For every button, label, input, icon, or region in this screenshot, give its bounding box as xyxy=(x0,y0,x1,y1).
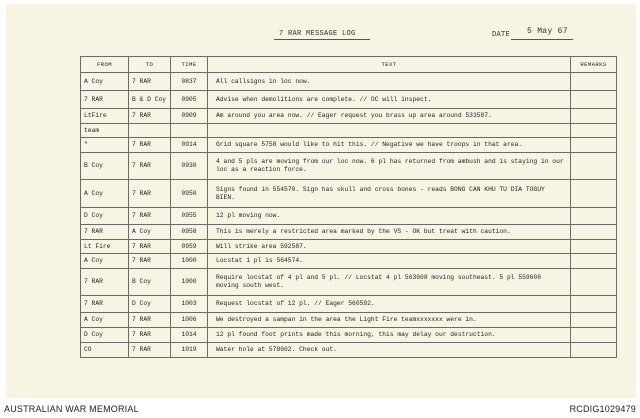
table-row xyxy=(81,91,617,109)
cell-to: 7 RAR xyxy=(129,240,171,254)
cell-time: 0950 xyxy=(171,180,208,208)
cell-text: Am around you area now. // Eager request you brass up area around 533587. xyxy=(208,109,571,124)
cell-text xyxy=(208,124,571,138)
cell-remarks xyxy=(571,240,617,254)
cell-from: D Coy xyxy=(81,208,129,225)
cell-remarks xyxy=(571,73,617,91)
cell-from: A Coy xyxy=(81,313,129,328)
cell-text: This is merely a restricted area marked by the VS - OK but treat with caution. xyxy=(208,225,571,240)
cell-remarks xyxy=(571,313,617,328)
cell-remarks xyxy=(571,138,617,153)
cell-from: team xyxy=(81,124,129,138)
cell-text: 12 pl moving now. xyxy=(208,208,571,225)
cell-text: Request locstat of 12 pl. // Eager 560592. xyxy=(208,296,571,313)
cell-from: A Coy xyxy=(81,180,129,208)
cell-text: 12 pl found foot prints made this morning, this may delay our destruction. xyxy=(208,328,571,343)
cell-text: Signs found in 554570. Sign has skull and cross bones - reads BONG CAN KHU TU DIA TOGUY BIEN. xyxy=(208,180,571,208)
table-row xyxy=(81,240,617,254)
table-row xyxy=(81,313,617,328)
date-label: DATE xyxy=(492,31,511,39)
cell-time: 0930 xyxy=(171,153,208,180)
cell-from: LtFire xyxy=(81,109,129,124)
title-underline xyxy=(274,39,370,40)
table-row xyxy=(81,138,617,153)
cell-to: 7 RAR xyxy=(129,109,171,124)
table-row xyxy=(81,225,617,240)
cell-text: We destroyed a sampan in the area the Light Fire teamxxxxxxx were in. xyxy=(208,313,571,328)
cell-from: D Coy xyxy=(81,328,129,343)
cell-remarks xyxy=(571,343,617,358)
cell-remarks xyxy=(571,254,617,269)
cell-to xyxy=(129,124,171,138)
col-header-text: TEXT xyxy=(208,57,571,73)
table-row xyxy=(81,180,617,208)
cell-text: 4 and 5 pls are moving from our loc now. 6 pl has returned from ambush and is staying in our loc as a reaction force. xyxy=(208,153,571,180)
table-row xyxy=(81,328,617,343)
table-row xyxy=(81,343,617,358)
cell-time: 1014 xyxy=(171,328,208,343)
cell-from: " xyxy=(81,138,129,153)
table-row xyxy=(81,124,617,138)
cell-from: A Coy xyxy=(81,254,129,269)
table-header-row xyxy=(81,57,617,73)
cell-time: 0837 xyxy=(171,73,208,91)
cell-remarks xyxy=(571,153,617,180)
cell-time: 1003 xyxy=(171,296,208,313)
cell-text: Advise when demolitions are complete. // OC will inspect. xyxy=(208,91,571,109)
cell-to: 7 RAR xyxy=(129,208,171,225)
cell-time: 1000 xyxy=(171,269,208,296)
cell-remarks xyxy=(571,208,617,225)
cell-to: B & D Coy xyxy=(129,91,171,109)
cell-remarks xyxy=(571,109,617,124)
col-header-to: TO xyxy=(129,57,171,73)
footer-identifier: RCDIG1029479 xyxy=(569,404,636,414)
cell-time: 0905 xyxy=(171,91,208,109)
cell-to: 7 RAR xyxy=(129,153,171,180)
cell-text: Require locstat of 4 pl and 5 pl. // Locstat 4 pl 563608 moving southeast. 5 pl 559608 moving south west. xyxy=(208,269,571,296)
cell-remarks xyxy=(571,180,617,208)
cell-to: 7 RAR xyxy=(129,313,171,328)
table-row xyxy=(81,153,617,180)
col-header-remarks: REMARKS xyxy=(571,57,617,73)
table-row xyxy=(81,269,617,296)
table-row xyxy=(81,296,617,313)
log-title: 7 RAR MESSAGE LOG xyxy=(279,30,356,38)
cell-remarks xyxy=(571,91,617,109)
cell-to: 7 RAR xyxy=(129,328,171,343)
cell-time: 1019 xyxy=(171,343,208,358)
footer-source: AUSTRALIAN WAR MEMORIAL xyxy=(4,404,139,414)
cell-from: 7 RAR xyxy=(81,269,129,296)
cell-from: Lt Fire xyxy=(81,240,129,254)
col-header-time: TIME xyxy=(171,57,208,73)
cell-text: Will strike area 592587. xyxy=(208,240,571,254)
cell-text: All callsigns in loc now. xyxy=(208,73,571,91)
cell-remarks xyxy=(571,296,617,313)
cell-to: B Coy xyxy=(129,269,171,296)
cell-remarks xyxy=(571,124,617,138)
cell-time: 1006 xyxy=(171,313,208,328)
cell-from: 7 RAR xyxy=(81,91,129,109)
cell-from: 7 RAR xyxy=(81,225,129,240)
cell-text: Water hole at 578602. Check out. xyxy=(208,343,571,358)
cell-from: 7 RAR xyxy=(81,296,129,313)
cell-time: 0955 xyxy=(171,208,208,225)
message-log-table xyxy=(80,56,617,358)
table-row xyxy=(81,208,617,225)
cell-text: Grid square 5758 would like to hit this. // Negative we have troops in that area. xyxy=(208,138,571,153)
cell-to: 7 RAR xyxy=(129,343,171,358)
cell-remarks xyxy=(571,328,617,343)
cell-time: 0959 xyxy=(171,240,208,254)
cell-to: 7 RAR xyxy=(129,73,171,91)
cell-to: 7 RAR xyxy=(129,180,171,208)
cell-time: 0909 xyxy=(171,109,208,124)
log-date: 5 May 67 xyxy=(527,27,568,36)
table-row xyxy=(81,73,617,91)
cell-from: B Coy xyxy=(81,153,129,180)
cell-from: CO xyxy=(81,343,129,358)
cell-to: 7 RAR xyxy=(129,254,171,269)
col-header-from: FROM xyxy=(81,57,129,73)
cell-to: D Coy xyxy=(129,296,171,313)
table-row xyxy=(81,109,617,124)
cell-to: A Coy xyxy=(129,225,171,240)
cell-to: 7 RAR xyxy=(129,138,171,153)
cell-time: 0914 xyxy=(171,138,208,153)
cell-remarks xyxy=(571,225,617,240)
cell-remarks xyxy=(571,269,617,296)
cell-time: 1000 xyxy=(171,254,208,269)
table-row xyxy=(81,254,617,269)
cell-text: Locstat 1 pl is 564574. xyxy=(208,254,571,269)
cell-time: 0958 xyxy=(171,225,208,240)
cell-time xyxy=(171,124,208,138)
cell-from: A Coy xyxy=(81,73,129,91)
date-underline xyxy=(511,39,573,40)
